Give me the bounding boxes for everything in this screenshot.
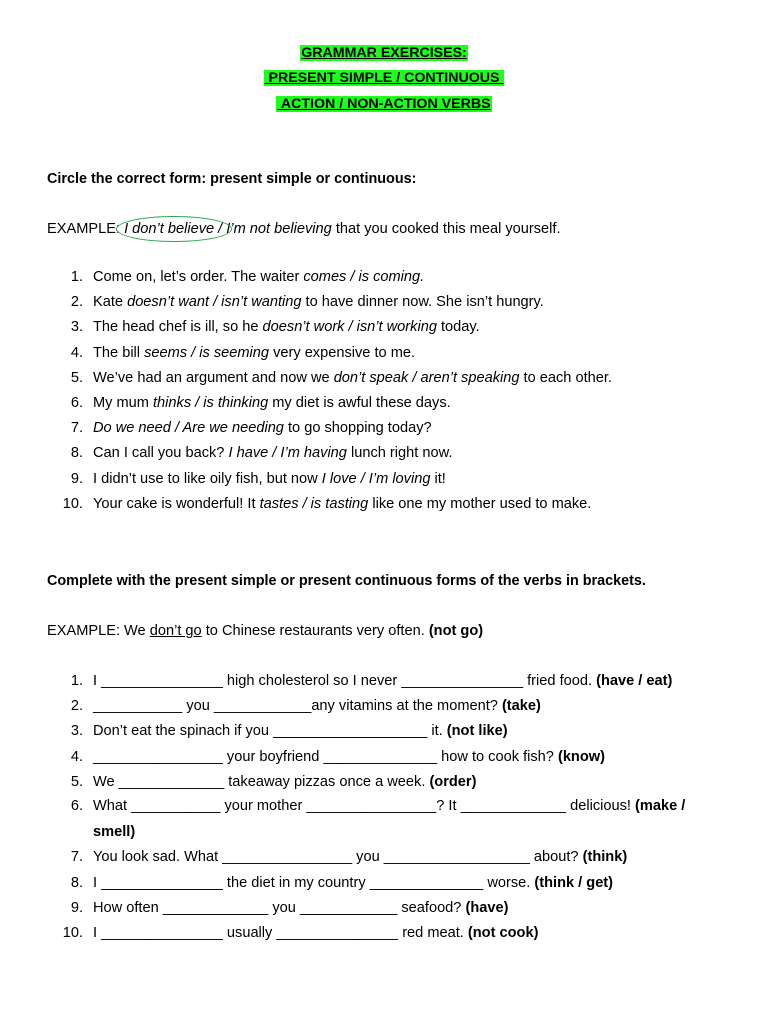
list-item: 1. I _______________ high cholesterol so I never _______________ fried food. (have / eat) <box>70 673 673 689</box>
section1-list <box>47 268 612 520</box>
list-item: 1. Come on, let’s order. The waiter comes / is coming. <box>70 269 425 285</box>
title-line-1: GRAMMAR EXERCISES: <box>301 45 467 61</box>
section2-example: EXAMPLE: We don’t go to Chinese restaurants very often. (not go) <box>47 623 484 639</box>
list-item: 4. The bill seems / is seeming very expensive to me. <box>70 344 416 361</box>
list-item: 7. You look sad. What ________________ you __________________ about? (think) <box>70 849 628 866</box>
section2-heading: Complete with the present simple or present continuous forms of the verbs in brackets. <box>47 573 646 589</box>
section2-list <box>47 672 723 949</box>
list-item: 3. Don’t eat the spinach if you ___________________ it. (not like) <box>70 723 508 740</box>
list-item: 9. How often _____________ you ____________ seafood? (have) <box>70 899 509 916</box>
list-item: 5. We’ve had an argument and now we don’t speak / aren’t speaking to each other. <box>70 369 612 386</box>
section1-heading: Circle the correct form: present simple or continuous: <box>47 171 417 187</box>
example-circled-answer: I don’t believe / <box>124 221 227 237</box>
list-item: 3. The head chef is ill, so he doesn’t work / isn’t working today. <box>70 319 480 336</box>
list-item: 4. ________________ your boyfriend ______________ how to cook fish? (know) <box>70 748 605 765</box>
list-item: 8. I _______________ the diet in my country ______________ worse. (think / get) <box>70 874 614 891</box>
list-item: 10. I _______________ usually _______________ red meat. (not cook) <box>62 924 539 941</box>
section1-example: EXAMPLE: I don’t believe / I’m not believing that you cooked this meal yourself. <box>47 221 561 237</box>
list-item: 7. Do we need / Are we needing to go shopping today? <box>70 420 432 437</box>
title-line-3: ACTION / NON-ACTION VERBS <box>277 96 491 112</box>
list-item: 9. I didn’t use to like oily fish, but now I love / I’m loving it! <box>70 470 446 487</box>
list-item: 6. What ___________ your mother ________________? It _____________ delicious! (make / smell) <box>70 798 686 840</box>
list-item: 8. Can I call you back? I have / I’m having lunch right now. <box>70 445 453 462</box>
list-item: 5. We _____________ takeaway pizzas once a week. (order) <box>70 773 477 790</box>
list-item: 2. Kate doesn’t want / isn’t wanting to have dinner now. She isn’t hungry. <box>70 294 544 311</box>
title-line-2: PRESENT SIMPLE / CONTINUOUS <box>264 70 504 86</box>
list-item: 10. Your cake is wonderful! It tastes / is tasting like one my mother used to make. <box>62 495 592 512</box>
list-item: 6. My mum thinks / is thinking my diet is awful these days. <box>70 394 451 411</box>
list-item: 2. ___________ you ____________any vitamins at the moment? (take) <box>70 698 541 715</box>
